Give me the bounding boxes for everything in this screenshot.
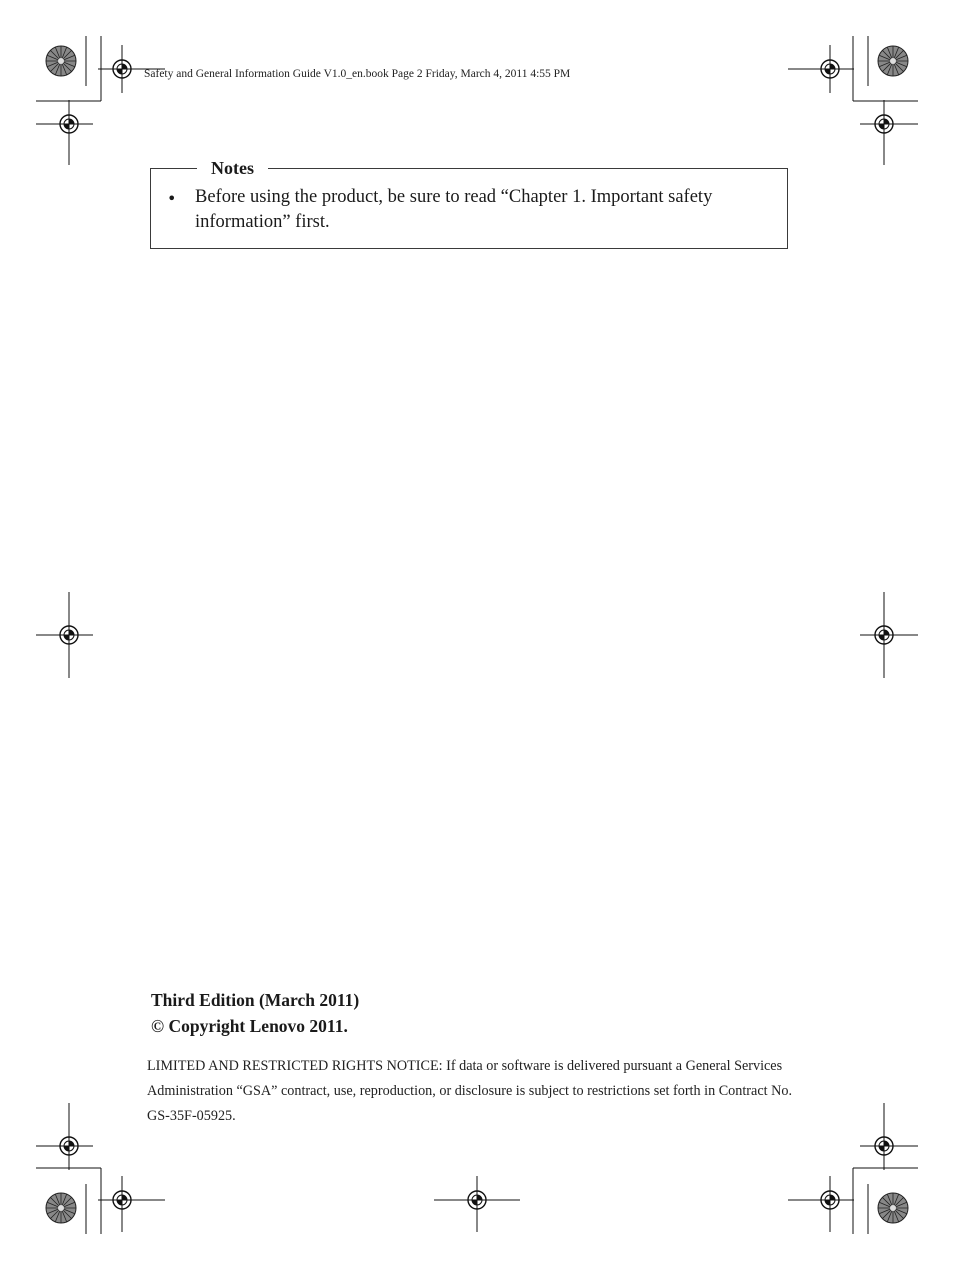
bullet-icon: • <box>167 189 177 208</box>
notes-title: Notes <box>197 157 268 179</box>
edition-block <box>151 987 359 1039</box>
star-target-icon <box>878 46 908 76</box>
rights-notice: LIMITED AND RESTRICTED RIGHTS NOTICE: If data or software is delivered pursuant a General Services Administration “GSA” contract, use, reproduction, or disclosure is subject to restrictions set forth in Contract No. GS-35F-05925. <box>147 1058 792 1124</box>
notes-box <box>150 158 788 249</box>
star-target-icon <box>878 1193 908 1223</box>
edition-line: Third Edition (March 2011) <box>151 990 360 1010</box>
star-target-icon <box>46 46 76 76</box>
print-header: Safety and General Information Guide V1.0_en.book Page 2 Friday, March 4, 2011 4:55 PM <box>144 68 571 80</box>
notes-item: Before using the product, be sure to read “Chapter 1. Important safety information” first. <box>195 187 713 232</box>
star-target-icon <box>46 1193 76 1223</box>
copyright-line: © Copyright Lenovo 2011. <box>151 1016 348 1036</box>
